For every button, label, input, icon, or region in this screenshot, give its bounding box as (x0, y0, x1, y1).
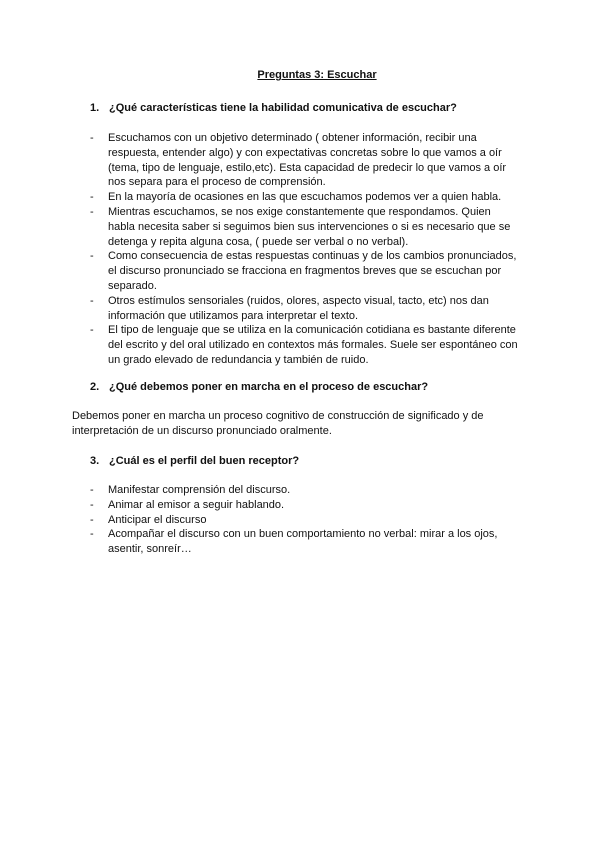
bullet-dash: - (90, 294, 94, 307)
list-item-text: Otros estímulos sensoriales (ruidos, olores, aspecto visual, tacto, etc) nos dan información que utilizamos para interpretar el texto. (108, 294, 489, 322)
list-item-text: Como consecuencia de estas respuestas continuas y de los cambios pronunciados, el discurso pronunciado se fracciona en fragmentos breves que se escuchan por separado. (108, 250, 517, 292)
bullet-dash: - (90, 498, 94, 511)
list-item (90, 190, 520, 205)
list-item (90, 498, 520, 513)
list-item-text: Escuchamos con un objetivo determinado ( obtener información, recibir una respuesta, entender algo) y con expectativas concretas sobre lo que vamos a oír (tema, tipo de lenguaje, estilo,etc). Esta capacidad de predecir lo que vamos a oír nos separa para el proceso de comprensión. (108, 132, 507, 189)
list-item (90, 131, 520, 190)
bullet-dash: - (90, 191, 94, 204)
question-1-heading (90, 101, 457, 116)
bullet-dash: - (90, 132, 94, 144)
question-number: 2. (90, 381, 100, 393)
question-text: ¿Qué debemos poner en marcha en el proceso de escuchar? (109, 381, 429, 393)
bullet-dash: - (90, 528, 94, 541)
list-item-text: Manifestar comprensión del discurso. (108, 484, 291, 496)
list-item (90, 513, 520, 528)
question-3-heading (90, 454, 299, 469)
question-number: 3. (90, 455, 100, 467)
page-title: Preguntas 3: Escuchar (257, 69, 377, 81)
question-1-bullet-list (90, 131, 520, 368)
question-2-answer: Debemos poner en marcha un proceso cognitivo de construcción de significado y de interpretación de un discurso pronunciado oralmente. (72, 410, 484, 437)
list-item-text: Anticipar el discurso (108, 513, 207, 526)
list-item (90, 294, 520, 324)
list-item (90, 249, 520, 293)
list-item-text: El tipo de lenguaje que se utiliza en la comunicación cotidiana es bastante diferente del escrito y del oral utilizado en contextos más formales. Suele ser espontáneo con un grado elevado de redundancia y también de ruido. (108, 324, 518, 366)
bullet-dash: - (90, 484, 94, 496)
list-item (90, 527, 520, 557)
list-item (90, 483, 520, 498)
question-text: ¿Cuál es el perfil del buen receptor? (109, 455, 300, 467)
list-item-text: Acompañar el discurso con un buen comportamiento no verbal: mirar a los ojos, asentir, sonreír… (108, 528, 498, 556)
bullet-dash: - (90, 250, 94, 263)
bullet-dash: - (90, 324, 94, 337)
list-item-text: En la mayoría de ocasiones en las que escuchamos podemos ver a quien habla. (108, 191, 502, 204)
bullet-dash: - (90, 205, 94, 218)
question-2-heading (90, 380, 428, 395)
list-item (90, 323, 520, 367)
bullet-dash: - (90, 513, 94, 526)
question-3-bullet-list (90, 483, 520, 557)
question-number: 1. (90, 102, 100, 114)
question-text: ¿Qué características tiene la habilidad comunicativa de escuchar? (109, 102, 457, 114)
list-item-text: Mientras escuchamos, se nos exige constantemente que respondamos. Quien habla necesita saber si seguimos bien sus intervenciones o si es necesario que se detenga y repita alguna cosa, ( puede ser verbal o no verbal). (108, 205, 511, 248)
list-item-text: Animar al emisor a seguir hablando. (108, 498, 285, 511)
list-item (90, 205, 520, 249)
